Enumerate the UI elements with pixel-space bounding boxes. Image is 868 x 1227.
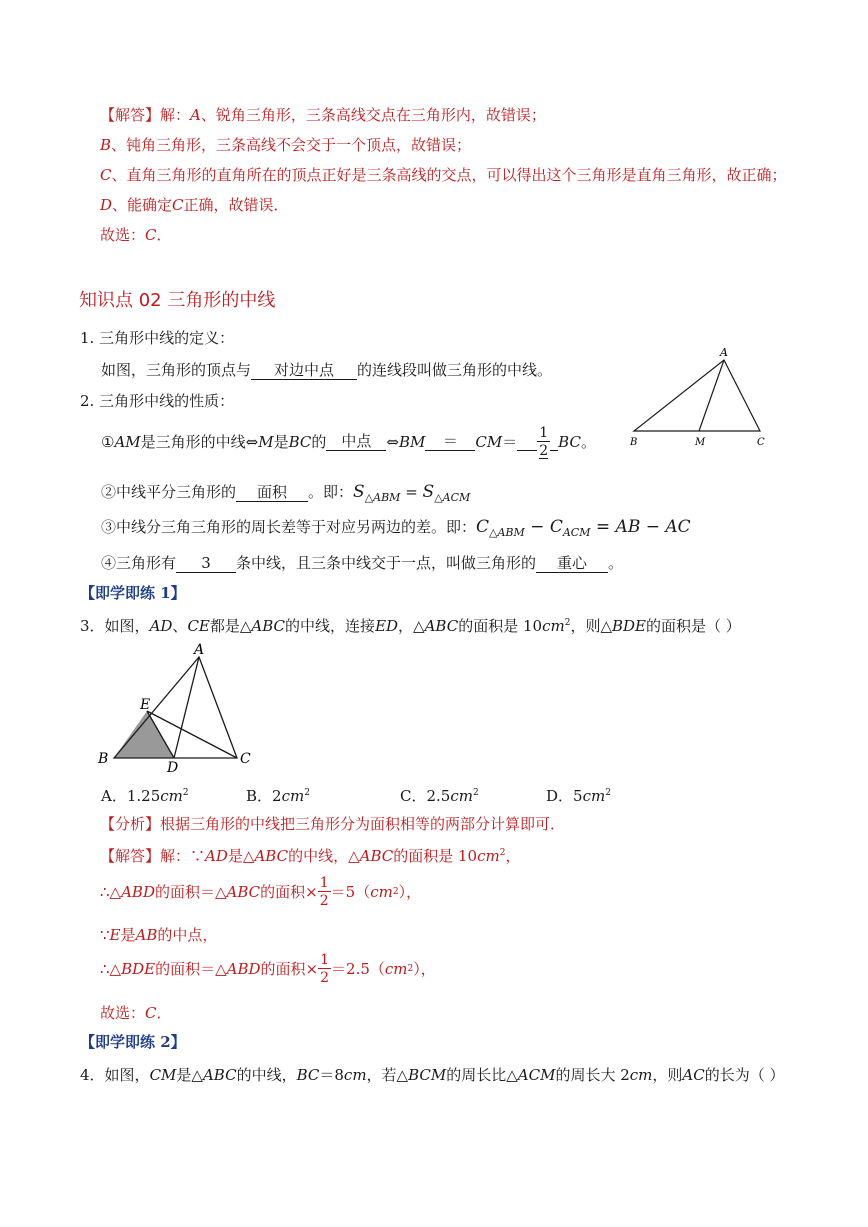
denominator: 2	[539, 443, 549, 459]
choose-dot: ．	[156, 1004, 172, 1022]
option-letter: C	[100, 166, 112, 184]
label-m: M	[695, 437, 706, 448]
item-number: 2.	[80, 392, 95, 410]
var: S	[353, 482, 365, 502]
var: E	[109, 926, 121, 944]
var: BC	[558, 433, 581, 451]
blank-answer: 3	[176, 556, 236, 573]
text: ∴△	[100, 959, 122, 978]
text: 解：∵	[160, 847, 206, 865]
figure-triangle-bde	[94, 641, 264, 773]
text: ⇔	[386, 433, 399, 451]
var: AM	[114, 433, 141, 451]
question-number: 4．	[80, 1066, 105, 1084]
fraction-half	[318, 876, 331, 908]
unit: cm	[629, 1066, 653, 1084]
option-letter: D	[100, 196, 113, 214]
option-d[interactable]	[546, 789, 611, 804]
item-label: 三角形中线的性质：	[99, 392, 235, 410]
text: ∴△	[100, 882, 122, 901]
answer-text: 、直角三角形的直角所在的顶点正好是三条高线的交点，可以得出这个三角形是直角三角形，故正确；	[111, 166, 787, 184]
text: −	[524, 517, 550, 537]
text: ＝	[502, 433, 518, 451]
superscript: 2	[605, 788, 611, 798]
var: BC	[296, 1066, 320, 1084]
item-number: 1.	[80, 329, 95, 347]
question-4	[80, 1068, 785, 1083]
label-b: B	[630, 437, 638, 448]
text: ＝2.5（	[331, 959, 385, 978]
text: 条中线，且三条中线交于一点，叫做三角形的	[236, 554, 537, 572]
blank-answer: 面积	[236, 485, 308, 502]
var: ABC	[251, 617, 286, 635]
text: ，则△	[570, 617, 612, 635]
text: 是三角形的中线⇔	[140, 433, 259, 451]
practice-1-tag: 【即学即练 1】	[80, 584, 186, 602]
analysis-line	[100, 817, 565, 832]
text: 的长为（ ）	[704, 1066, 785, 1084]
superscript: 2	[472, 788, 479, 798]
unit: cm	[450, 787, 473, 805]
var: BDE	[121, 959, 156, 978]
answer-line-1	[100, 108, 546, 123]
text: 、	[172, 617, 188, 635]
superscript: 2	[182, 788, 189, 798]
answer-text: 、钝角三角形，三条高线不会交于一个顶点，故错误；	[111, 136, 472, 154]
fraction-half	[318, 953, 331, 985]
var: ABC	[202, 1066, 237, 1084]
text: 是	[273, 433, 289, 451]
option-letter: B	[100, 136, 112, 154]
label-a: A	[720, 346, 728, 359]
text: 是△	[176, 1066, 203, 1084]
label-e: E	[140, 697, 151, 713]
text: ＝8	[319, 1066, 344, 1084]
text: 是	[120, 926, 136, 944]
text: ），	[413, 959, 436, 978]
var: BCM	[408, 1066, 447, 1084]
answer-text: 、能确定	[112, 196, 173, 214]
text: 都是△	[209, 617, 252, 635]
choose-label: 故选：	[100, 1004, 146, 1022]
text: ②中线平分三角形的	[101, 483, 237, 501]
text: 的中线，△	[288, 847, 360, 865]
label-a: A	[194, 642, 205, 658]
text: ），	[398, 882, 422, 901]
solution-choose	[100, 1006, 172, 1021]
section-title: 知识点 02 三角形的中线	[79, 290, 276, 311]
unit: cm	[343, 1066, 367, 1084]
question-3	[80, 619, 741, 634]
text: ，若△	[366, 1066, 409, 1084]
text: 。	[608, 554, 624, 572]
var: BDE	[611, 617, 646, 635]
option-c[interactable]	[400, 789, 479, 804]
var: ABC	[254, 847, 289, 865]
var: AD	[149, 617, 173, 635]
numerator: 1	[320, 952, 330, 968]
option-text: D．5	[546, 787, 583, 805]
text: 的中线，	[236, 1066, 297, 1084]
blank-answer: ＝	[425, 434, 475, 451]
subscript: △ABM	[489, 526, 525, 539]
var: ABC	[226, 882, 261, 901]
text: ∵	[100, 926, 110, 944]
label-b: B	[98, 751, 109, 767]
answer-line-2	[100, 138, 471, 153]
var: M	[258, 433, 274, 451]
property-4	[101, 556, 623, 573]
text: ，	[505, 847, 521, 865]
var: CM	[475, 433, 503, 451]
text: 的连线段叫做三角形的中线。	[357, 361, 553, 379]
answer-tag: 【解答】	[100, 847, 161, 865]
solution-line-2	[100, 876, 421, 908]
text: 的面积是 10	[458, 617, 543, 635]
superscript: 2	[304, 788, 310, 798]
superscript: 2	[407, 963, 414, 974]
var: S	[422, 482, 435, 502]
unit: cm	[160, 787, 183, 805]
property-2	[101, 484, 470, 503]
answer-tag: 【解答】解：	[100, 106, 191, 124]
option-a[interactable]	[101, 789, 189, 804]
option-letter: A	[190, 106, 201, 124]
unit: cm	[542, 617, 565, 635]
solution-line-4	[100, 953, 436, 985]
label-c: C	[757, 437, 765, 448]
text: 如图，	[104, 617, 150, 635]
choose-value: C	[145, 1004, 157, 1022]
text: 如图，三角形的顶点与	[101, 361, 252, 379]
superscript: 2	[564, 618, 571, 628]
text: 是△	[227, 847, 255, 865]
text: = AB − AC	[590, 517, 691, 537]
unit: cm	[281, 787, 305, 805]
blank-answer: 中点	[326, 434, 386, 451]
figure-triangle-median	[626, 344, 776, 450]
unit: cm	[384, 959, 408, 978]
var: ABD	[121, 882, 155, 901]
answer-text: 、锐角三角形，三条高线交点在三角形内，故错误；	[200, 106, 546, 124]
superscript: 2	[499, 848, 506, 858]
text: 的周长比△	[446, 1066, 518, 1084]
var: BC	[288, 433, 312, 451]
answer-line-4	[100, 198, 289, 213]
text: 的中线，连接	[285, 617, 376, 635]
analysis-tag: 【分析】	[100, 815, 161, 833]
var: ED	[375, 617, 399, 635]
question-number: 3．	[80, 617, 105, 635]
choose-dot: ．	[156, 226, 172, 244]
text: 的面积＝△	[155, 959, 227, 978]
unit: cm	[477, 847, 500, 865]
text: 的中点，	[157, 926, 218, 944]
practice-2-tag: 【即学即练 2】	[80, 1033, 186, 1051]
label-c: C	[240, 751, 251, 767]
text: 如图，	[104, 1066, 150, 1084]
var: C	[476, 517, 490, 537]
var: BM	[398, 433, 426, 451]
label-d: D	[167, 760, 179, 773]
definition-text	[101, 363, 552, 380]
shaded-triangle-bde	[114, 711, 174, 758]
var: CM	[149, 1066, 177, 1084]
var: ABC	[359, 847, 394, 865]
text: 的面积＝△	[154, 882, 227, 901]
properties-label	[80, 394, 234, 409]
subscript: △ABM	[364, 491, 401, 504]
option-text: B．2	[246, 787, 282, 805]
subscript: △ACM	[434, 491, 471, 504]
solution-line-3	[100, 928, 217, 943]
denominator: 2	[320, 970, 330, 986]
var: ABD	[226, 959, 261, 978]
text: 的面积×	[260, 959, 319, 978]
unit: cm	[370, 882, 393, 901]
superscript: 2	[392, 886, 399, 897]
text: 的面积是 10	[393, 847, 478, 865]
text: ，△	[398, 617, 425, 635]
unit: cm	[582, 787, 606, 805]
answer-line-3	[100, 168, 787, 183]
text: ④三角形有	[101, 554, 177, 572]
circled-number: ①	[101, 433, 115, 451]
option-text: C．2.5	[400, 787, 451, 805]
property-1	[101, 426, 596, 459]
analysis-text: 根据三角形的中线把三角形分为面积相等的两部分计算即可．	[160, 815, 566, 833]
text: 。	[580, 433, 596, 451]
property-3	[101, 519, 691, 538]
blank-answer: 重心	[536, 556, 608, 573]
subscript: ACM	[562, 526, 591, 539]
text: =	[400, 483, 423, 501]
numerator: 1	[319, 875, 329, 891]
text: 的面积是（ ）	[645, 617, 741, 635]
var: AD	[205, 847, 228, 865]
var: ABC	[424, 617, 459, 635]
answer-text: 正确，故错误．	[183, 196, 289, 214]
var: C	[549, 517, 563, 537]
text: ③中线分三角三角形的周长差等于对应另两边的差。即：	[101, 518, 477, 536]
item-label: 三角形中线的定义：	[99, 329, 235, 347]
answer-choose	[100, 228, 172, 243]
blank-answer: 对边中点	[251, 363, 357, 380]
choose-label: 故选：	[100, 226, 146, 244]
var: AB	[135, 926, 158, 944]
solution-line-1	[100, 849, 520, 864]
text: 的面积×	[260, 882, 318, 901]
var: ACM	[517, 1066, 556, 1084]
definition-label	[80, 331, 234, 346]
fraction-half	[537, 426, 550, 459]
option-letter: C	[172, 196, 184, 214]
var: CE	[187, 617, 210, 635]
var: AC	[682, 1066, 705, 1084]
median-am	[699, 360, 724, 431]
text: 的周长大 2	[555, 1066, 630, 1084]
text: ＝5（	[330, 882, 371, 901]
triangle-abc	[634, 360, 760, 431]
text: ，则	[652, 1066, 683, 1084]
option-text: A．1.25	[101, 787, 161, 805]
choose-value: C	[145, 226, 157, 244]
numerator: 1	[539, 425, 549, 441]
denominator: 2	[319, 893, 329, 909]
text: 的	[311, 433, 327, 451]
text: 。即：	[308, 483, 354, 501]
option-b[interactable]	[246, 789, 310, 804]
